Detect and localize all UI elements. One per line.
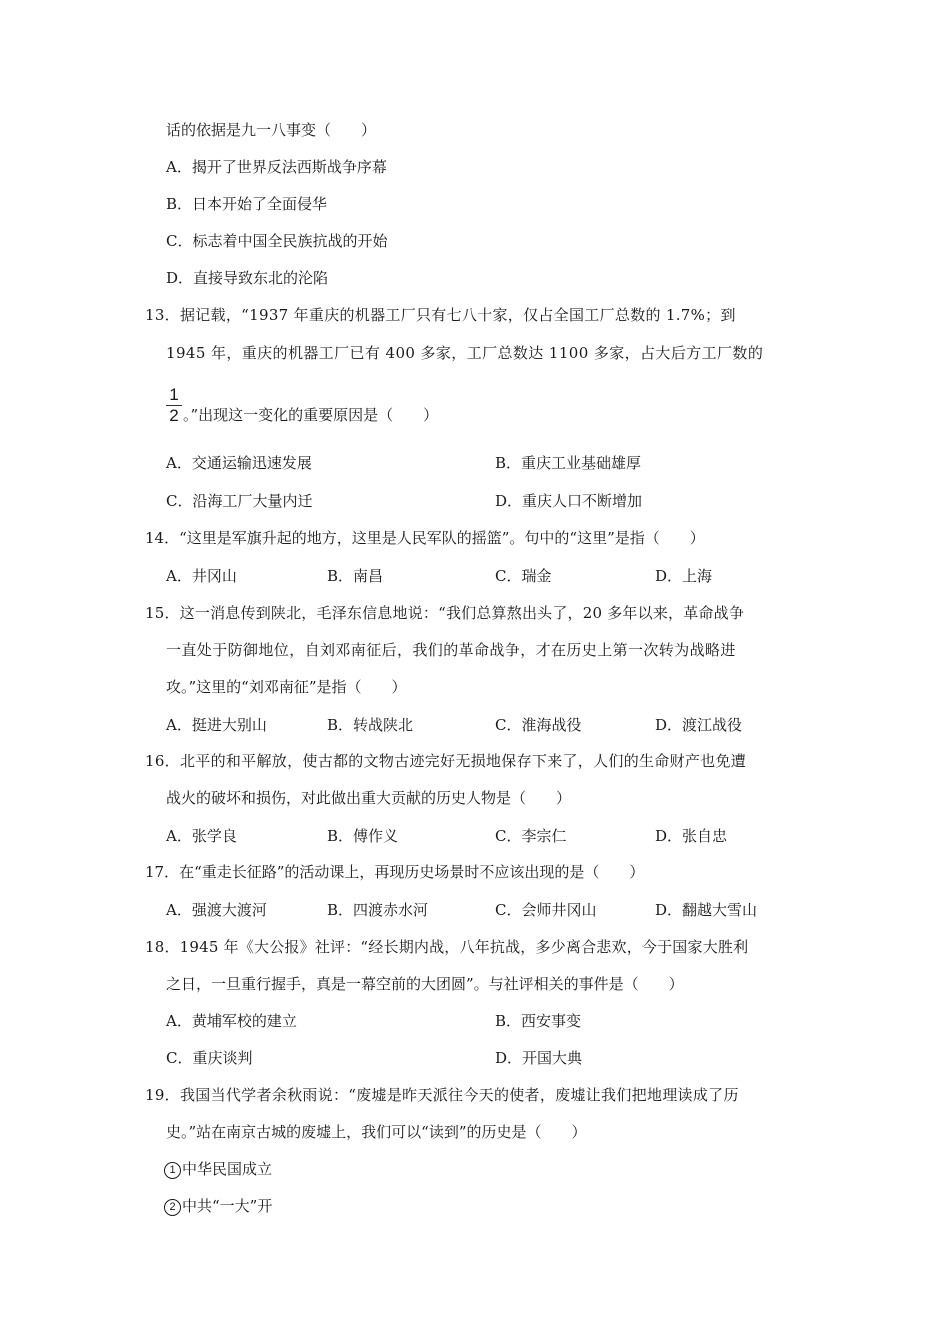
q13-line2: 1945 年，重庆的机器工厂已有 400 多家，工厂总数达 1100 多家，占大后方工厂数的 <box>166 344 764 362</box>
q18-line1: 18．1945 年《大公报》社评：“经长期内战，八年抗战，多少离合悲欢，今于国家大胜利 <box>145 938 749 956</box>
q14-option-b: B．南昌 <box>327 567 384 585</box>
q14-line1: 14．“这里是军旗升起的地方，这里是人民军队的摇篮”。句中的“这里”是指（ ） <box>145 529 705 547</box>
q14-option-d: D．上海 <box>655 567 713 585</box>
circled-number: 1 <box>164 1162 181 1179</box>
q19-line1: 19．我国当代学者余秋雨说：“废墟是昨天派往今天的使者，废墟让我们把地理读成了历 <box>145 1086 739 1104</box>
fraction-numerator: 1 <box>169 385 179 404</box>
q12-stem-end: 话的依据是九一八事变（ ） <box>166 121 377 139</box>
q17-option-d: D．翻越大雪山 <box>655 901 758 919</box>
q13-line1: 13．据记载，“1937 年重庆的机器工厂只有七八十家，仅占全国工厂总数的 1.7%；到 <box>145 306 736 324</box>
fraction-denominator: 2 <box>169 406 179 425</box>
q13-option-b: B．重庆工业基础雄厚 <box>495 454 642 472</box>
q14-option-a: A．井冈山 <box>166 567 237 585</box>
q13-option-a: A．交通运输迅速发展 <box>166 454 312 472</box>
q17-option-a: A．强渡大渡河 <box>166 901 267 919</box>
q12-option-d: D．直接导致东北的沦陷 <box>166 269 329 287</box>
q19-line2: 史。”站在南京古城的废墟上，我们可以“读到”的历史是（ ） <box>166 1123 587 1141</box>
q13-line3: 。”出现这一变化的重要原因是（ ） <box>183 406 439 424</box>
q17-line1: 17．在“重走长征路”的活动课上，再现历史场景时不应该出现的是（ ） <box>145 863 645 881</box>
q16-line1: 16．北平的和平解放，使古都的文物古迹完好无损地保存下来了，人们的生命财产也免遭 <box>145 752 747 770</box>
q13-fraction <box>166 386 182 425</box>
q16-option-c: C．李宗仁 <box>495 827 567 845</box>
q15-line3: 攻。”这里的“刘邓南征”是指（ ） <box>166 678 407 696</box>
q15-line1: 15．这一消息传到陕北，毛泽东信息地说：“我们总算熬出头了，20 多年以来，革命战争 <box>145 604 745 622</box>
q14-option-c: C．瑞金 <box>495 567 552 585</box>
q19-item-1 <box>164 1159 272 1179</box>
q17-option-c: C．会师井冈山 <box>495 901 597 919</box>
q12-option-c: C．标志着中国全民族抗战的开始 <box>166 232 388 250</box>
q15-option-b: B．转战陕北 <box>327 716 414 734</box>
q18-option-b: B．西安事变 <box>495 1012 582 1030</box>
q15-line2: 一直处于防御地位，自刘邓南征后，我们的革命战争，才在历史上第一次转为战略进 <box>166 641 736 659</box>
q13-option-c: C．沿海工厂大量内迁 <box>166 492 313 510</box>
q15-option-c: C．淮海战役 <box>495 716 582 734</box>
q18-option-a: A．黄埔军校的建立 <box>166 1012 297 1030</box>
q13-option-d: D．重庆人口不断增加 <box>495 492 643 510</box>
q18-option-c: C．重庆谈判 <box>166 1049 253 1067</box>
q12-option-b: B．日本开始了全面侵华 <box>166 195 328 213</box>
q17-option-b: B．四渡赤水河 <box>327 901 429 919</box>
q19-item-2 <box>164 1196 272 1216</box>
q18-option-d: D．开国大典 <box>495 1049 583 1067</box>
q16-option-d: D．张自忠 <box>655 827 728 845</box>
q15-option-a: A．挺进大别山 <box>166 716 267 734</box>
q19-item-text: 中华民国成立 <box>182 1160 273 1178</box>
q16-option-a: A．张学良 <box>166 827 237 845</box>
q16-option-b: B．傅作义 <box>327 827 399 845</box>
q15-option-d: D．渡江战役 <box>655 716 743 734</box>
q16-line2: 战火的破坏和损伤，对此做出重大贡献的历史人物是（ ） <box>166 789 572 807</box>
q19-item-text: 中共“一大”开 <box>182 1197 273 1215</box>
q18-line2: 之日，一旦重行握手，真是一幕空前的大团圆”。与社评相关的事件是（ ） <box>166 975 684 993</box>
q12-option-a: A．揭开了世界反法西斯战争序幕 <box>166 158 387 176</box>
circled-number: 2 <box>164 1199 181 1216</box>
